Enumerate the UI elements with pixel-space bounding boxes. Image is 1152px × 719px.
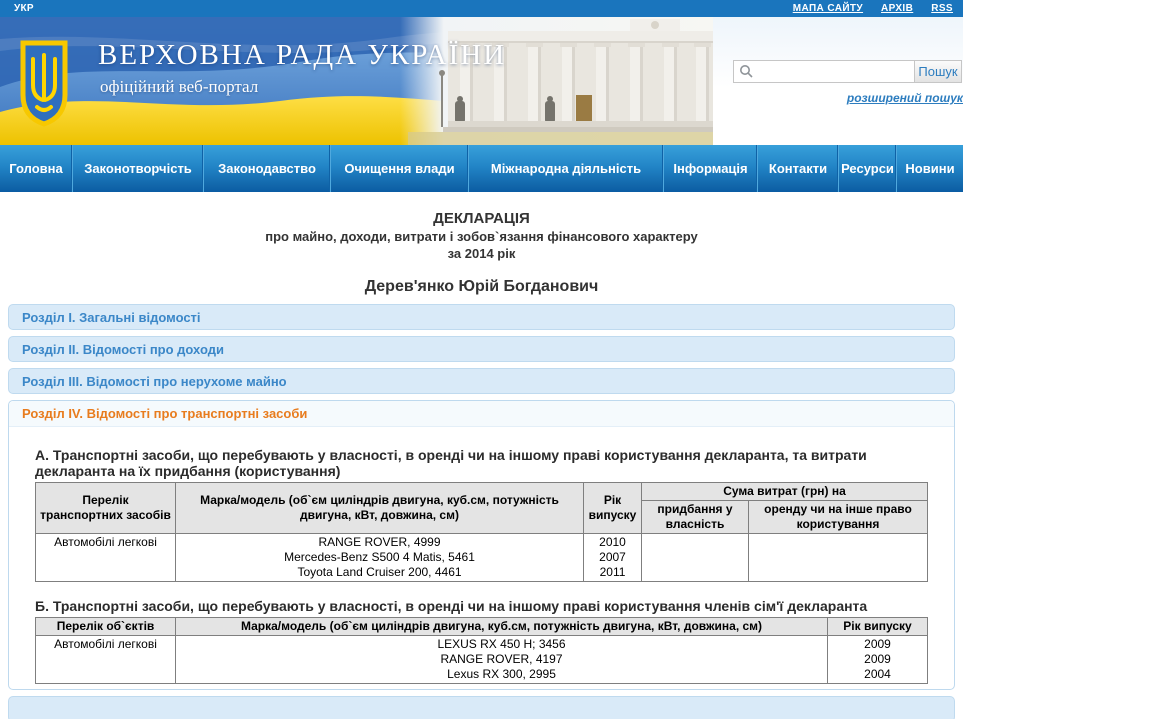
nav-item-resources[interactable]: Ресурси: [838, 145, 896, 192]
col-header-list: Перелік транспортних засобів: [36, 483, 176, 534]
col-header-list: Перелік об`єктів: [36, 618, 176, 636]
site-subtitle: офіційний веб-портал: [100, 77, 259, 96]
vehicle-years: [584, 534, 642, 582]
advanced-search-link[interactable]: розширений пошук: [846, 91, 963, 105]
rss-link[interactable]: RSS: [931, 3, 953, 14]
vehicle-year: 2007: [599, 550, 626, 564]
section-header-2[interactable]: Розділ II. Відомості про доходи: [8, 336, 955, 362]
topbar-links: [793, 3, 953, 14]
vehicle-model: RANGE ROVER, 4197: [440, 652, 563, 666]
parliament-building-illustration: [400, 17, 713, 145]
vehicle-year: 2009: [864, 652, 891, 666]
nav-item-news[interactable]: Новини: [896, 145, 963, 192]
vehicles-table-family: [35, 617, 928, 684]
declarant-name: Дерев'янко Юрій Богданович: [364, 278, 599, 295]
masthead: [0, 17, 963, 145]
search-icon: [739, 64, 753, 78]
table-row: [36, 483, 928, 501]
col-header-rent: оренду чи на інше право користування: [749, 501, 928, 534]
declaration-subtitle: про майно, доходи, витрати і зобов`язання фінансового характеру: [265, 229, 698, 244]
purchase-cost-cell: [642, 534, 749, 582]
vehicle-year: 2011: [599, 565, 626, 579]
vehicle-model: Mercedes-Benz S500 4 Matis, 5461: [284, 550, 475, 564]
vehicle-year: 2004: [864, 667, 891, 681]
site-title: ВЕРХОВНА РАДА УКРАЇНИ: [98, 39, 507, 71]
part-b-heading: Б. Транспортні засоби, що перебувають у власності, в оренді чи на іншому праві користування членів сім'ї декларанта: [35, 598, 868, 614]
search-area: [733, 60, 963, 107]
vehicle-models: [176, 534, 584, 582]
section-header-3[interactable]: Розділ III. Відомості про нерухоме майно: [8, 368, 955, 394]
table-row: [36, 618, 928, 636]
table-row: [36, 636, 928, 684]
section-header-4[interactable]: Розділ IV. Відомості про транспортні засоби: [9, 401, 954, 427]
nav-item-contacts[interactable]: Контакти: [757, 145, 838, 192]
top-utility-bar: [0, 0, 963, 17]
col-header-purchase: придбання у власність: [642, 501, 749, 534]
vehicle-model: RANGE ROVER, 4999: [318, 535, 441, 549]
vehicle-years: [828, 636, 928, 684]
vehicle-model: LEXUS RX 450 H; 3456: [437, 637, 566, 651]
section-header-partial[interactable]: [8, 696, 955, 719]
col-header-year: Рік випуску: [584, 483, 642, 534]
nav-item-legislation[interactable]: Законодавство: [203, 145, 330, 192]
vehicle-year: 2009: [864, 637, 891, 651]
vehicles-table-declarant: [35, 482, 928, 582]
nav-item-lawmaking[interactable]: Законотворчість: [72, 145, 203, 192]
declaration-header: [0, 210, 963, 262]
nav-item-home[interactable]: Головна: [9, 161, 63, 176]
search-button[interactable]: Пошук: [915, 60, 962, 83]
declaration-title: ДЕКЛАРАЦІЯ: [433, 210, 530, 227]
nav-item-lustration[interactable]: Очищення влади: [330, 145, 468, 192]
archive-link[interactable]: АРХІВ: [881, 3, 914, 14]
section-4-panel: [8, 400, 955, 690]
search-input[interactable]: [733, 60, 915, 83]
vehicle-model: Toyota Land Cruiser 200, 4461: [297, 565, 462, 579]
nav-item-information[interactable]: Інформація: [663, 145, 757, 192]
vehicle-year: 2010: [599, 535, 626, 549]
nav-item-international[interactable]: Міжнародна діяльність: [468, 145, 663, 192]
sitemap-link[interactable]: МАПА САЙТУ: [792, 3, 864, 14]
section-4-body: [9, 447, 954, 689]
col-header-model: Марка/модель (об`єм циліндрів двигуна, куб.см, потужність двигуна, кВт, довжина, см): [176, 483, 584, 534]
declaration-year: за 2014 рік: [447, 246, 516, 261]
vehicle-category: Автомобілі легкові: [36, 636, 176, 684]
coat-of-arms-icon: [18, 39, 70, 127]
vehicle-category: Автомобілі легкові: [36, 534, 176, 582]
col-header-year: Рік випуску: [828, 618, 928, 636]
col-header-model: Марка/модель (об`єм циліндрів двигуна, куб.см, потужність двигуна, кВт, довжина, см): [176, 618, 828, 636]
section-header-1[interactable]: Розділ I. Загальні відомості: [8, 304, 955, 330]
rent-cost-cell: [749, 534, 928, 582]
vehicle-models: [176, 636, 828, 684]
col-header-costs-group: Сума витрат (грн) на: [642, 483, 928, 501]
vehicle-model: Lexus RX 300, 2995: [447, 667, 556, 681]
main-nav: [0, 145, 963, 192]
language-switch[interactable]: УКР: [14, 3, 34, 14]
table-row: [36, 534, 928, 582]
part-a-heading: А. Транспортні засоби, що перебувають у власності, в оренді чи на іншому праві користування декларанта, та витрати декларанта на їх придбання (користування): [35, 447, 867, 479]
